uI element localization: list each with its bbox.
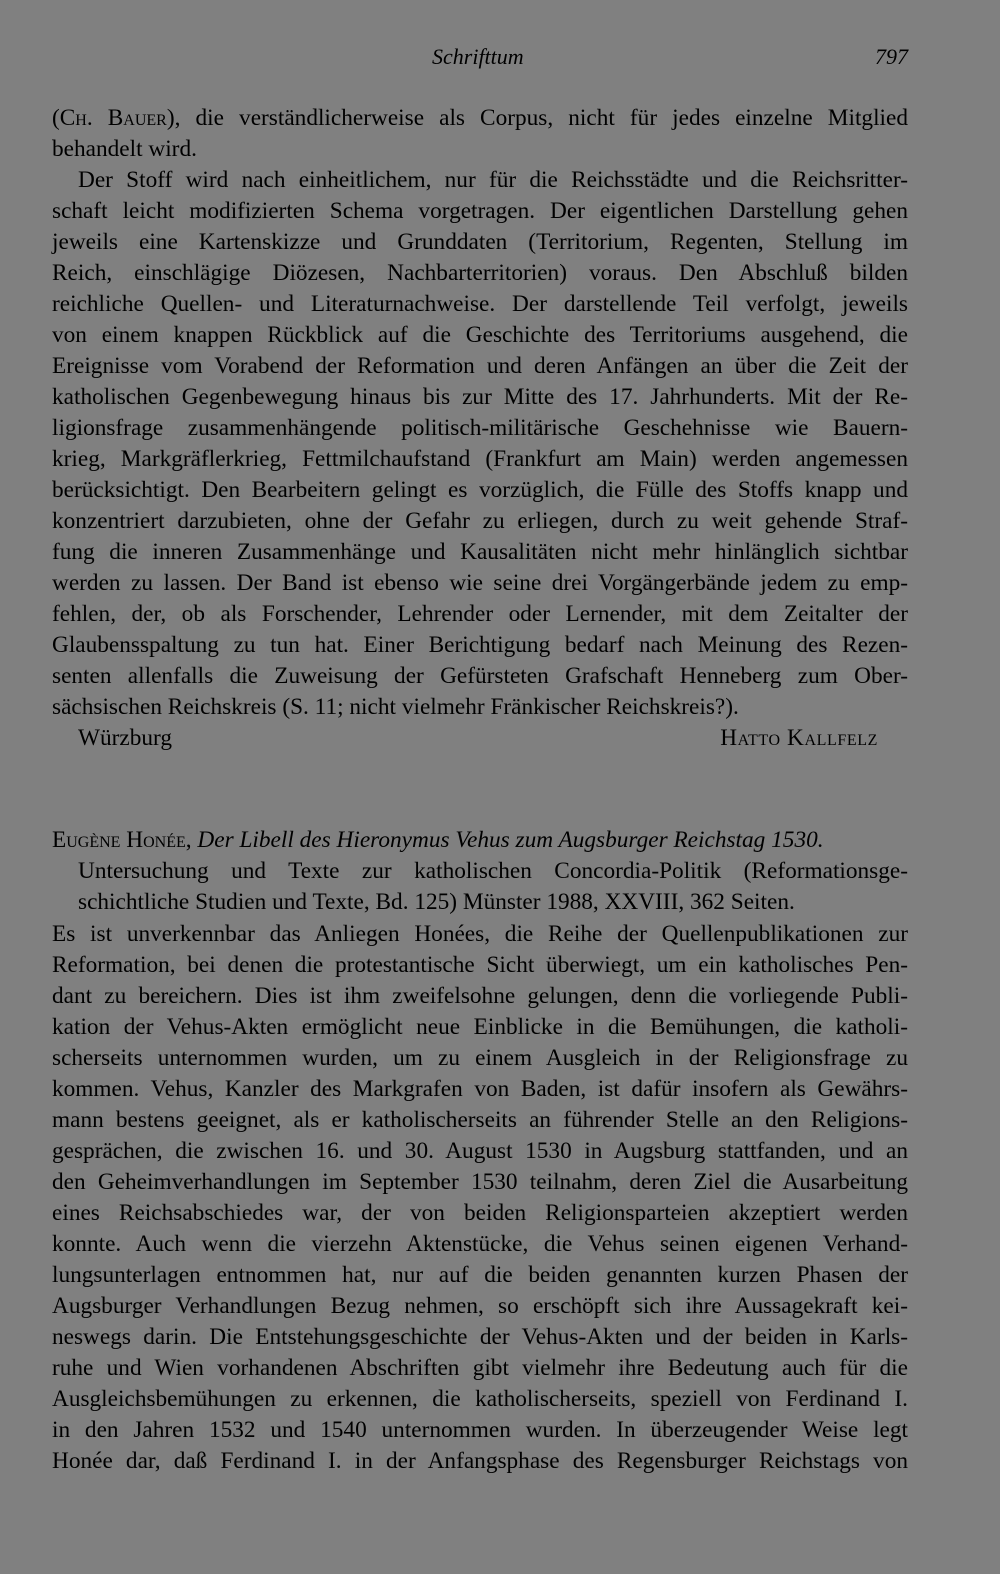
text-line: Ereignisse vom Vorabend der Reformation und deren Anfängen an über die Zeit der	[52, 353, 908, 379]
reviewer-name: Hatto Kallfelz	[720, 725, 878, 751]
book-author: Eugène Honée,	[52, 827, 192, 853]
text-line: Glaubensspaltung zu tun hat. Einer Berichtigung bedarf nach Meinung des Rezen-	[52, 632, 908, 658]
running-head	[0, 44, 1000, 74]
text-line: dant zu bereichern. Dies ist ihm zweifelsohne gelungen, denn die vorliegende Publi-	[52, 983, 908, 1009]
text-line: Augsburger Verhandlungen Bezug nehmen, so erschöpft sich ihre Aussagekraft kei-	[52, 1293, 908, 1319]
reviewed-author-name: Ch. Bauer	[59, 105, 167, 131]
text-line: werden zu lassen. Der Band ist ebenso wie seine drei Vorgängerbände jedem zu emp-	[52, 570, 908, 596]
review-place: Würzburg	[78, 725, 173, 751]
text-line: kommen. Vehus, Kanzler des Markgrafen von Baden, ist dafür insofern als Gewährs-	[52, 1076, 908, 1102]
text-line: jeweils eine Kartenskizze und Grunddaten (Territorium, Regenten, Stellung im	[52, 229, 908, 255]
text-line: schaft leicht modifizierten Schema vorgetragen. Der eigentlichen Darstellung gehen	[52, 198, 908, 224]
text-line: konzentriert darzubieten, ohne der Gefahr zu erliegen, durch zu weit gehende Straf-	[52, 508, 908, 534]
text-line: fehlen, der, ob als Forschender, Lehrender oder Lernender, mit dem Zeitalter der	[52, 601, 908, 627]
text-line: ligionsfrage zusammenhängende politisch-militärische Geschehnisse wie Bauern-	[52, 415, 908, 441]
review-2-heading	[52, 825, 908, 918]
text-line: behandelt wird.	[52, 136, 197, 162]
text-line: Es ist unverkennbar das Anliegen Honées, die Reihe der Quellenpublikationen zur	[52, 921, 908, 947]
text-line: Reich, einschlägige Diözesen, Nachbarterritorien) voraus. Den Abschluß bilden	[52, 260, 908, 286]
bibliographic-subtitle-line: Untersuchung und Texte zur katholischen Concordia-Politik (Reformationsge-	[78, 858, 908, 884]
text-line: reichliche Quellen- und Literaturnachweise. Der darstellende Teil verfolgt, jeweils	[52, 291, 908, 317]
review-signature	[52, 723, 908, 754]
review-2-body	[52, 919, 908, 1477]
text-line: (Ch. Bauer), die verständlicherweise als Corpus, nicht für jedes einzelne Mitglied	[52, 105, 908, 131]
page-number: 797	[875, 44, 908, 69]
text-line: scherseits unternommen wurden, um zu einem Ausgleich in der Religionsfrage zu	[52, 1045, 908, 1071]
book-title: Der Libell des Hieronymus Vehus zum Augsburger Reichstag 1530.	[197, 827, 824, 853]
text-line: Der Stoff wird nach einheitlichem, nur für die Reichsstädte und die Reichsritter-	[78, 167, 908, 193]
text-line: gesprächen, die zwischen 16. und 30. August 1530 in Augsburg stattfanden, und an	[52, 1138, 908, 1164]
text-line: ruhe und Wien vorhandenen Abschriften gibt vielmehr ihre Bedeutung auch für die	[52, 1355, 908, 1381]
bibliographic-heading	[52, 825, 908, 856]
text-line: in den Jahren 1532 und 1540 unternommen wurden. In überzeugender Weise legt	[52, 1417, 908, 1443]
text-line: den Geheimverhandlungen im September 1530 teilnahm, deren Ziel die Ausarbeitung	[52, 1169, 908, 1195]
text-line: Reformation, bei denen die protestantische Sicht überwiegt, um ein katholisches Pen-	[52, 952, 908, 978]
text-line: mann bestens geeignet, als er katholischerseits an führender Stelle an den Religions-	[52, 1107, 908, 1133]
text-line: Ausgleichsbemühungen zu erkennen, die katholischerseits, speziell von Ferdinand I.	[52, 1386, 908, 1412]
review-1-body	[52, 103, 908, 754]
text-line: senten allenfalls die Zuweisung der Gefürsteten Grafschaft Henneberg zum Ober-	[52, 663, 908, 689]
text-line: Honée dar, daß Ferdinand I. in der Anfangsphase des Regensburger Reichstags von	[52, 1448, 908, 1474]
text-line: von einem knappen Rückblick auf die Geschichte des Territoriums ausgehend, die	[52, 322, 908, 348]
text-line: sächsischen Reichskreis (S. 11; nicht vielmehr Fränkischer Reichskreis?).	[52, 694, 739, 720]
text-line: eines Reichsabschiedes war, der von beiden Religionsparteien akzeptiert werden	[52, 1200, 908, 1226]
text-line: konnte. Auch wenn die vierzehn Aktenstücke, die Vehus seinen eigenen Verhand-	[52, 1231, 908, 1257]
text-line: lungsunterlagen entnommen hat, nur auf die beiden genannten kurzen Phasen der	[52, 1262, 908, 1288]
text-line: neswegs darin. Die Entstehungsgeschichte der Vehus-Akten und der beiden in Karls-	[52, 1324, 908, 1350]
text-line: katholischen Gegenbewegung hinaus bis zur Mitte des 17. Jahrhunderts. Mit der Re-	[52, 384, 908, 410]
text-line: fung die inneren Zusammenhänge und Kausalitäten nicht mehr hinlänglich sichtbar	[52, 539, 908, 565]
text-line: krieg, Markgräflerkrieg, Fettmilchaufstand (Frankfurt am Main) werden angemessen	[52, 446, 908, 472]
text-line: kation der Vehus-Akten ermöglicht neue Einblicke in die Bemühungen, die katholi-	[52, 1014, 908, 1040]
text-line: berücksichtigt. Den Bearbeitern gelingt es vorzüglich, die Fülle des Stoffs knapp und	[52, 477, 908, 503]
running-title: Schrifttum	[432, 44, 524, 69]
bibliographic-subtitle-line: schichtliche Studien und Texte, Bd. 125) Münster 1988, XXVIII, 362 Seiten.	[78, 889, 795, 915]
